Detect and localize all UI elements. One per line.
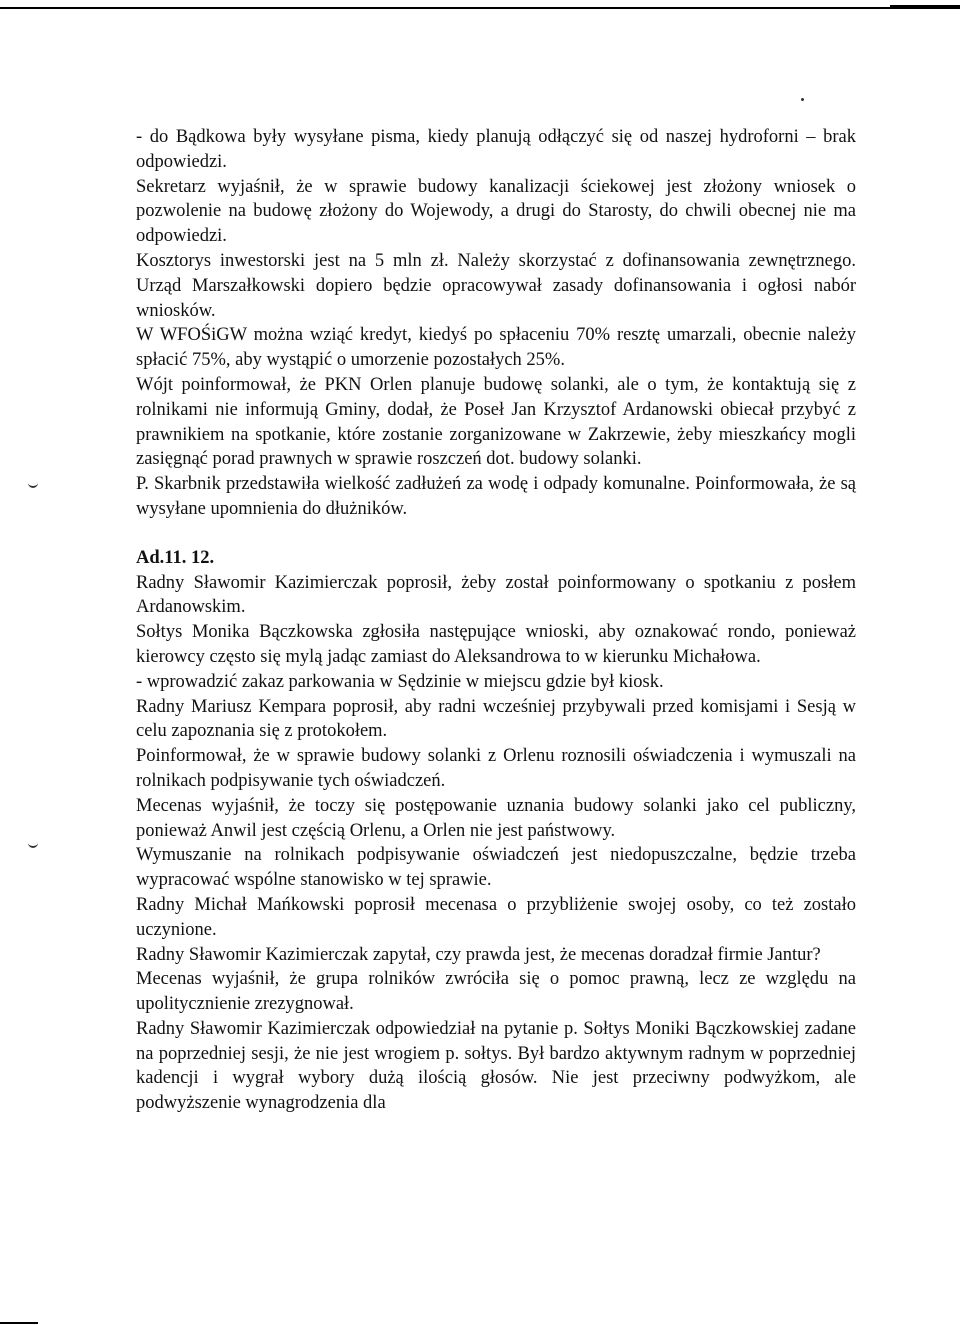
section-heading: Ad.11. 12. — [136, 547, 215, 568]
scan-dot — [801, 98, 804, 101]
paragraph: Wójt poinformował, że PKN Orlen planuje budowę solanki, ale o tym, że kontaktują się z rolnikami nie informują Gminy, dodał, że Poseł Jan Krzysztof Ardanowski obiecał przybyć z prawnikiem na spotkanie, które zostanie zorganizowane w Zakrzewie, żeby mieszkańcy mogli zasięgnąć porad prawnych w sprawie roszczeń dot. budowy solanki. — [136, 374, 856, 470]
bottom-rule — [0, 1322, 38, 1324]
paragraph: Kosztorys inwestorski jest na 5 mln zł. Należy skorzystać z dofinansowania zewnętrznego. Urząd Marszałkowski dopiero będzie opracowywał zasady dofinansowania i ogłosi nabór wniosków. — [136, 250, 856, 321]
paragraph: Sołtys Monika Bączkowska zgłosiła następujące wnioski, aby oznakować rondo, ponieważ kierowcy często się mylą jadąc zamiast do Aleksandrowa to w kierunku Michałowa. — [136, 622, 856, 667]
top-rule — [0, 7, 960, 9]
paragraph: Radny Michał Mańkowski poprosił mecenasa o przybliżenie swojej osoby, co też zostało uczynione. — [136, 894, 856, 940]
margin-mark — [28, 840, 38, 848]
paragraph: - wprowadzić zakaz parkowania w Sędzinie w miejscu gdzie był kiosk. — [136, 671, 664, 692]
paragraph: - do Bądkowa były wysyłane pisma, kiedy planują odłączyć się od naszej hydroforni – brak odpowiedzi. — [136, 127, 856, 172]
paragraph: Radny Mariusz Kempara poprosił, aby radni wcześniej przybywali przed komisjami i Sesją w celu zapoznania się z protokołem. — [136, 696, 856, 742]
document-body — [136, 125, 856, 1116]
paragraph: Radny Sławomir Kazimierczak poprosił, żeby został poinformowany o spotkaniu z posłem Ardanowskim. — [136, 572, 856, 618]
paragraph: Mecenas wyjaśnił, że toczy się postępowanie uznania budowy solanki jako cel publiczny, ponieważ Anwil jest częścią Orlenu, a Orlen nie jest państwowy. — [136, 795, 856, 841]
paragraph: Wymuszanie na rolnikach podpisywanie oświadczeń jest niedopuszczalne, będzie trzeba wypracować wspólne stanowisko w tej sprawie. — [136, 845, 856, 891]
paragraph: Poinformował, że w sprawie budowy solanki z Orlenu roznosili oświadczenia i wymuszali na rolnikach podpisywanie tych oświadczeń. — [136, 746, 856, 791]
paragraph: Sekretarz wyjaśnił, że w sprawie budowy kanalizacji ściekowej jest złożony wniosek o pozwolenie na budowę złożony do Wojewody, a drugi do Starosty, do chwili obecnej nie ma odpowiedzi. — [136, 176, 856, 247]
paragraph: Radny Sławomir Kazimierczak zapytał, czy prawda jest, że mecenas doradzał firmie Jantur? — [136, 944, 821, 965]
paragraph: W WFOŚiGW można wziąć kredyt, kiedyś po spłaceniu 70% resztę umarzali, obecnie należy spłacić 75%, aby wystąpić o umorzenie pozostałych 25%. — [136, 325, 856, 371]
paragraph: P. Skarbnik przedstawiła wielkość zadłużeń za wodę i odpady komunalne. Poinformowała, że są wysyłane upomnienia do dłużników. — [136, 474, 856, 519]
paragraph: Radny Sławomir Kazimierczak odpowiedział na pytanie p. Sołtys Moniki Bączkowskiej zadane na poprzedniej sesji, że nie jest wrogiem p. sołtys. Był bardzo aktywnym radnym w poprzedniej kadencji i wygrał wybory dużą ilością głosów. Nie jest przeciwny podwyżkom, ale podwyższenie wynagrodzenia dla — [136, 1018, 856, 1114]
margin-mark — [28, 480, 38, 488]
spacer — [136, 522, 856, 546]
top-rule-tail — [890, 5, 960, 9]
paragraph: Mecenas wyjaśnił, że grupa rolników zwróciła się o pomoc prawną, lecz ze względu na upolitycznienie zrezygnował. — [136, 969, 856, 1015]
